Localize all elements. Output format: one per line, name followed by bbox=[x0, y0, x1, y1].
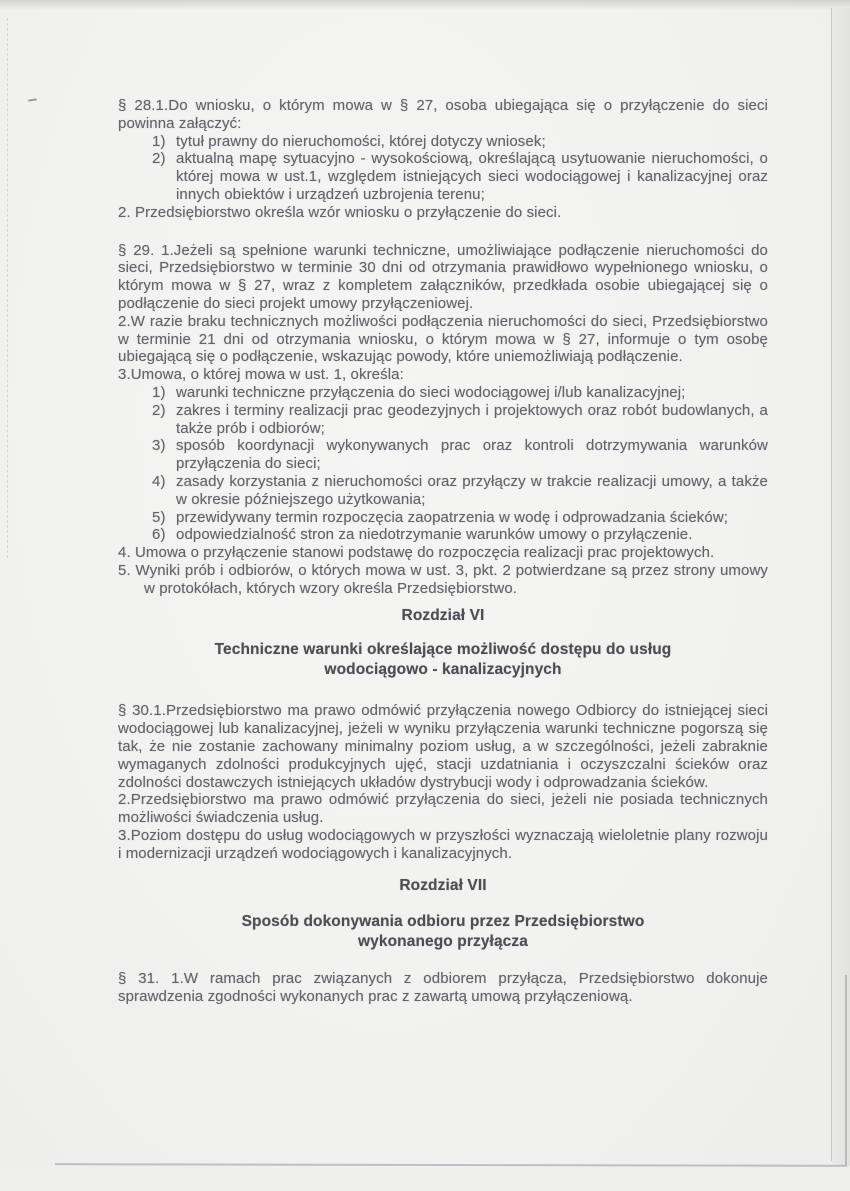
list-item-29-5 bbox=[152, 509, 768, 527]
list-item-marker: 3) bbox=[152, 437, 166, 455]
paragraph-29-4: 4. Umowa o przyłączenie stanowi podstawę do rozpoczęcia realizacji prac projektowych. bbox=[118, 544, 715, 562]
list-item-text: zasady korzystania z nieruchomości oraz przyłączy w trakcie realizacji umowy, a także w okresie późniejszego użytkowania; bbox=[176, 472, 768, 508]
list-item-29-4 bbox=[152, 473, 768, 509]
list-item-marker: 6) bbox=[152, 526, 166, 544]
list-item-marker: 5) bbox=[152, 508, 166, 526]
list-item-text: odpowiedzialność stron za niedotrzymanie warunków umowy o przyłączenie. bbox=[176, 526, 693, 544]
list-item-marker: 2) bbox=[152, 401, 166, 419]
chapter-7-title-line2: wykonanego przyłącza bbox=[358, 933, 528, 951]
chapter-7-title bbox=[118, 912, 768, 952]
scan-edge-right-shade bbox=[832, 8, 850, 1171]
list-item-29-2 bbox=[152, 402, 768, 438]
paragraph-30-3: 3.Poziom dostępu do usług wodociągowych w przyszłości wyznaczają wieloletnie plany rozwoju i modernizacji urządzeń wodociągowych i kanalizacyjnych. bbox=[118, 826, 768, 862]
list-item-text: tytuł prawny do nieruchomości, której dotyczy wniosek; bbox=[176, 132, 546, 150]
list-item-29-1 bbox=[152, 384, 768, 402]
scan-edge-right-fold bbox=[831, 8, 832, 1161]
chapter-6-title-line2: wodociągowo - kanalizacyjnych bbox=[324, 661, 562, 679]
document-body bbox=[118, 97, 768, 1006]
paragraph-29-1: § 29. 1.Jeżeli są spełnione warunki techniczne, umożliwiające podłączenie nieruchomości do sieci, Przedsiębiorstwo w terminie 30 dni od otrzymania prawidłowo wypełnionego wniosku, o którym mowa w § 27, wraz z kompletem załączników, przedkłada osobie ubiegającej się o podłączenie do sieci projekt umowy przyłączeniowej. bbox=[118, 241, 768, 312]
paragraph-29-2: 2.W razie braku technicznych możliwości podłączenia nieruchomości do sieci, Przedsiębiorstwo w terminie 21 dni od otrzymania wniosku, o którym mowa w § 27, informuje o tym osobę ubiegającą się o podłączenie, wskazując powody, które uniemożliwiają podłączenie. bbox=[118, 312, 768, 366]
scan-edge-top bbox=[0, 0, 850, 10]
scan-left-dotted-border bbox=[7, 18, 8, 558]
list-item-marker: 1) bbox=[152, 132, 166, 150]
list-item-text: sposób koordynacji wykonywanych prac oraz kontroli dotrzymywania warunków przyłączenia do sieci; bbox=[176, 437, 768, 473]
scan-edge-right-dark bbox=[845, 975, 847, 1165]
list-item-29-6 bbox=[152, 526, 768, 544]
list-item-marker: 1) bbox=[152, 383, 166, 401]
paragraph-30-1: § 30.1.Przedsiębiorstwo ma prawo odmówić przyłączenia nowego Odbiorcy do istniejącej sieci wodociągowej lub kanalizacyjnej, jeżeli w wyniku przyłączenia warunki techniczne pogorszą się tak, że nie zostanie zachowany minimalny poziom usług, a w szczególności, jeżeli zabraknie wymaganych zdolności produkcyjnych ujęć, stacji uzdatniania i oczyszczalni ścieków oraz zdolności dostawczych istniejących układów dystrybucji wody i odprowadzania ścieków. bbox=[118, 702, 768, 791]
scan-dash-artifact bbox=[28, 98, 37, 101]
paragraph-29-3: 3.Umowa, o której mowa w ust. 1, określa: bbox=[118, 366, 404, 384]
paragraph-28-2: 2. Przedsiębiorstwo określa wzór wniosku o przyłączenie do sieci. bbox=[118, 203, 562, 221]
list-item-29-3 bbox=[152, 437, 768, 473]
list-item-marker: 4) bbox=[152, 472, 166, 490]
paragraph-30-2: 2.Przedsiębiorstwo ma prawo odmówić przyłączenia do sieci, jeżeli nie posiada technicznych możliwości świadczenia usług. bbox=[118, 791, 768, 827]
chapter-7-heading: Rozdział VII bbox=[399, 877, 487, 895]
list-item-text: przewidywany termin rozpoczęcia zaopatrzenia w wodę i odprowadzania ścieków; bbox=[176, 508, 729, 526]
chapter-6-title-line1: Techniczne warunki określające możliwość dostępu do usług bbox=[214, 641, 672, 659]
chapter-7-title-line1: Sposób dokonywania odbioru przez Przedsiębiorstwo bbox=[241, 913, 645, 931]
paragraph-31-1: § 31. 1.W ramach prac związanych z odbiorem przyłącza, Przedsiębiorstwo dokonuje sprawdzenia zgodności wykonanych prac z zawartą umową przyłączeniową. bbox=[118, 970, 768, 1006]
paragraph-29-5: 5. Wyniki prób i odbiorów, o których mowa w ust. 3, pkt. 2 potwierdzane są przez strony umowy w protokółach, których wzory określa Przedsiębiorstwo. bbox=[118, 561, 768, 597]
list-item-text: zakres i terminy realizacji prac geodezyjnych i projektowych oraz robót budowlanych, a także prób i odbiorów; bbox=[176, 401, 768, 437]
list-item-marker: 2) bbox=[152, 150, 166, 168]
paragraph-28-intro: § 28.1.Do wniosku, o którym mowa w § 27, osoba ubiegająca się o przyłączenie do sieci powinna załączyć: bbox=[118, 97, 768, 132]
list-item-28-2 bbox=[152, 150, 768, 203]
chapter-6-heading: Rozdział VI bbox=[401, 606, 485, 624]
list-item-text: aktualną mapę sytuacyjno - wysokościową, określającą usytuowanie nieruchomości, o której mowa w ust.1, względem istniejących sieci wodociągowej i kanalizacyjnej oraz innych obiektów i urządzeń uzbrojenia terenu; bbox=[176, 150, 768, 203]
list-item-text: warunki techniczne przyłączenia do sieci wodociągowej i/lub kanalizacyjnej; bbox=[176, 383, 686, 401]
scan-edge-bottom-shade bbox=[0, 1166, 850, 1191]
list-item-28-1 bbox=[152, 133, 768, 151]
chapter-6-title bbox=[118, 640, 768, 680]
